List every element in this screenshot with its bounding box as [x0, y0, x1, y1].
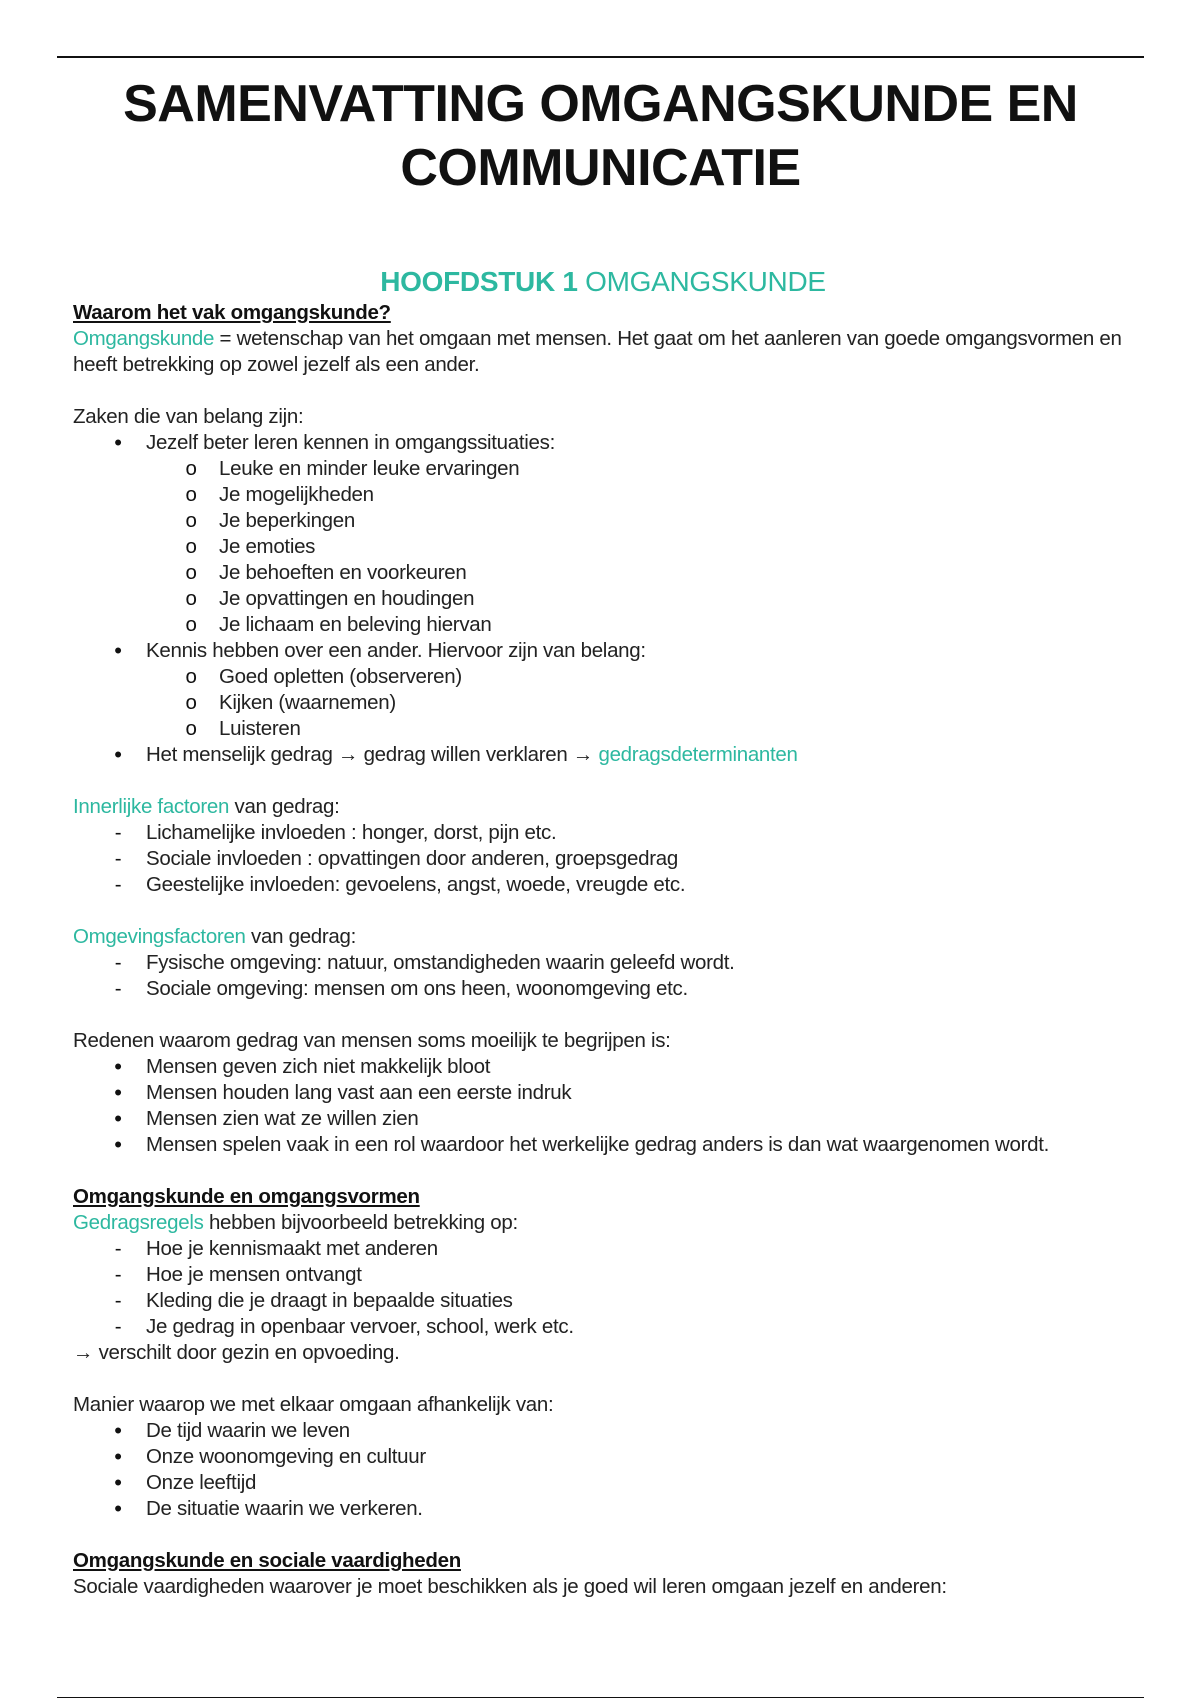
- list-item: o Luisteren: [73, 716, 1133, 742]
- bullet-icon: [108, 742, 128, 769]
- term-gedragsdeterminanten: gedragsdeterminanten: [598, 743, 798, 766]
- list-item: • Kennis hebben over een ander. Hiervoor zijn van belang:: [73, 638, 1133, 664]
- dash-bullet-icon: [108, 950, 128, 976]
- list-item: - Hoe je kennismaakt met anderen: [73, 1236, 1133, 1262]
- list-item: - Geestelijke invloeden: gevoelens, angst, woede, vreugde etc.: [73, 872, 1133, 898]
- list-item: • Mensen houden lang vast aan een eerste indruk: [73, 1080, 1133, 1106]
- dash-bullet-icon: [108, 1236, 128, 1262]
- list-item: • De situatie waarin we verkeren.: [73, 1496, 1133, 1522]
- dash-bullet-icon: [108, 872, 128, 898]
- list-item: - Kleding die je draagt in bepaalde situaties: [73, 1288, 1133, 1314]
- list-item: - Hoe je mensen ontvangt: [73, 1262, 1133, 1288]
- list-item: o Goed opletten (observeren): [73, 664, 1133, 690]
- gedragsregels-intro: Gedragsregels hebben bijvoorbeeld betrekking op:: [73, 1211, 518, 1234]
- dash-bullet-icon: [108, 976, 128, 1002]
- dash-bullet-icon: [108, 1262, 128, 1288]
- gedragsregels-note: → verschilt door gezin en opvoeding.: [73, 1341, 400, 1364]
- list-item: • De tijd waarin we leven: [73, 1418, 1133, 1444]
- intro-zaken: Zaken die van belang zijn:: [73, 405, 304, 428]
- bullet-icon: [108, 1132, 128, 1159]
- sociale-vaardigheden-text: Sociale vaardigheden waarover je moet beschikken als je goed wil leren omgaan jezelf en anderen:: [73, 1575, 947, 1598]
- title-line-1: SAMENVATTING OMGANGSKUNDE EN: [123, 75, 1078, 133]
- top-rule: [57, 56, 1144, 58]
- list-item: o Je behoeften en voorkeuren: [73, 560, 1133, 586]
- circle-bullet-icon: [181, 456, 201, 482]
- bullet-icon: [108, 1444, 128, 1471]
- circle-bullet-icon: [181, 612, 201, 638]
- list-item: o Je emoties: [73, 534, 1133, 560]
- term-omgangskunde: Omgangskunde: [73, 327, 215, 350]
- arrow-right-icon: →: [337, 743, 359, 766]
- list-item: - Fysische omgeving: natuur, omstandigheden waarin geleefd wordt.: [73, 950, 1133, 976]
- reasons-intro: Redenen waarom gedrag van mensen soms moeilijk te begrijpen is:: [73, 1029, 671, 1052]
- section-heading-sociale-vaardigheden: Omgangskunde en sociale vaardigheden: [73, 1549, 461, 1572]
- list-item: • Onze leeftijd: [73, 1470, 1133, 1496]
- bullet-icon: [108, 1106, 128, 1133]
- bullet-icon: [108, 1496, 128, 1523]
- list-item: • Mensen spelen vaak in een rol waardoor het werkelijke gedrag anders is dan wat waargenomen wordt.: [73, 1132, 1133, 1158]
- bullet-icon: [108, 1054, 128, 1081]
- list-item: o Leuke en minder leuke ervaringen: [73, 456, 1133, 482]
- term-omgevingsfactoren: Omgevingsfactoren: [73, 925, 246, 948]
- chapter-number: HOOFDSTUK 1: [380, 266, 578, 297]
- term-innerlijke-factoren: Innerlijke factoren: [73, 795, 230, 818]
- list-item: o Je mogelijkheden: [73, 482, 1133, 508]
- circle-bullet-icon: [181, 716, 201, 742]
- circle-bullet-icon: [181, 586, 201, 612]
- bullet-icon: [108, 1080, 128, 1107]
- document-title: [57, 72, 1144, 200]
- circle-bullet-icon: [181, 664, 201, 690]
- list-item: • Mensen zien wat ze willen zien: [73, 1106, 1133, 1132]
- list-item: o Je opvattingen en houdingen: [73, 586, 1133, 612]
- env-factors-intro: Omgevingsfactoren van gedrag:: [73, 925, 357, 948]
- reasons-list: [73, 1054, 1133, 1158]
- chapter-heading: [73, 266, 1133, 298]
- dash-bullet-icon: [108, 846, 128, 872]
- manner-intro: Manier waarop we met elkaar omgaan afhankelijk van:: [73, 1393, 554, 1416]
- document-body: [73, 266, 1133, 1600]
- inner-factors-intro: Innerlijke factoren van gedrag:: [73, 795, 340, 818]
- bullet-icon: [108, 1418, 128, 1445]
- term-gedragsregels: Gedragsregels: [73, 1211, 204, 1234]
- section-heading-omgangsvormen: Omgangskunde en omgangsvormen: [73, 1185, 420, 1208]
- env-factors-list: [73, 950, 1133, 1002]
- list-item: • Mensen geven zich niet makkelijk bloot: [73, 1054, 1133, 1080]
- dash-bullet-icon: [108, 820, 128, 846]
- inner-factors-list: [73, 820, 1133, 898]
- title-line-2: COMMUNICATIE: [400, 139, 801, 197]
- list-item: o Kijken (waarnemen): [73, 690, 1133, 716]
- list-item: • Het menselijk gedrag → gedrag willen verklaren → gedragsdeterminanten: [73, 742, 1133, 768]
- chapter-title: OMGANGSKUNDE: [577, 266, 826, 297]
- circle-bullet-icon: [181, 690, 201, 716]
- definition-paragraph: [73, 326, 1133, 378]
- bullet-icon: [108, 638, 128, 665]
- arrow-right-icon: →: [572, 743, 594, 766]
- definition-text: = wetenschap van het omgaan met mensen. Het gaat om het aanleren van goede omgangsvormen en heeft betrekking op zowel jezelf als een ander.: [73, 327, 1122, 376]
- section-heading-waarom: Waarom het vak omgangskunde?: [73, 301, 391, 324]
- list-item: • Jezelf beter leren kennen in omgangssituaties:: [73, 430, 1133, 456]
- bottom-rule: [57, 1697, 1144, 1698]
- dash-bullet-icon: [108, 1288, 128, 1314]
- bullet-icon: [108, 1470, 128, 1497]
- gedragsregels-list: [73, 1236, 1133, 1340]
- circle-bullet-icon: [181, 508, 201, 534]
- list-item: - Sociale invloeden : opvattingen door anderen, groepsgedrag: [73, 846, 1133, 872]
- circle-bullet-icon: [181, 560, 201, 586]
- circle-bullet-icon: [181, 482, 201, 508]
- bullet-icon: [108, 430, 128, 457]
- manner-list: [73, 1418, 1133, 1522]
- zaken-list: [73, 430, 1133, 768]
- list-item: o Je beperkingen: [73, 508, 1133, 534]
- circle-bullet-icon: [181, 534, 201, 560]
- dash-bullet-icon: [108, 1314, 128, 1340]
- list-item: • Onze woonomgeving en cultuur: [73, 1444, 1133, 1470]
- list-item: o Je lichaam en beleving hiervan: [73, 612, 1133, 638]
- list-item: - Sociale omgeving: mensen om ons heen, woonomgeving etc.: [73, 976, 1133, 1002]
- list-item: - Lichamelijke invloeden : honger, dorst, pijn etc.: [73, 820, 1133, 846]
- list-item: - Je gedrag in openbaar vervoer, school, werk etc.: [73, 1314, 1133, 1340]
